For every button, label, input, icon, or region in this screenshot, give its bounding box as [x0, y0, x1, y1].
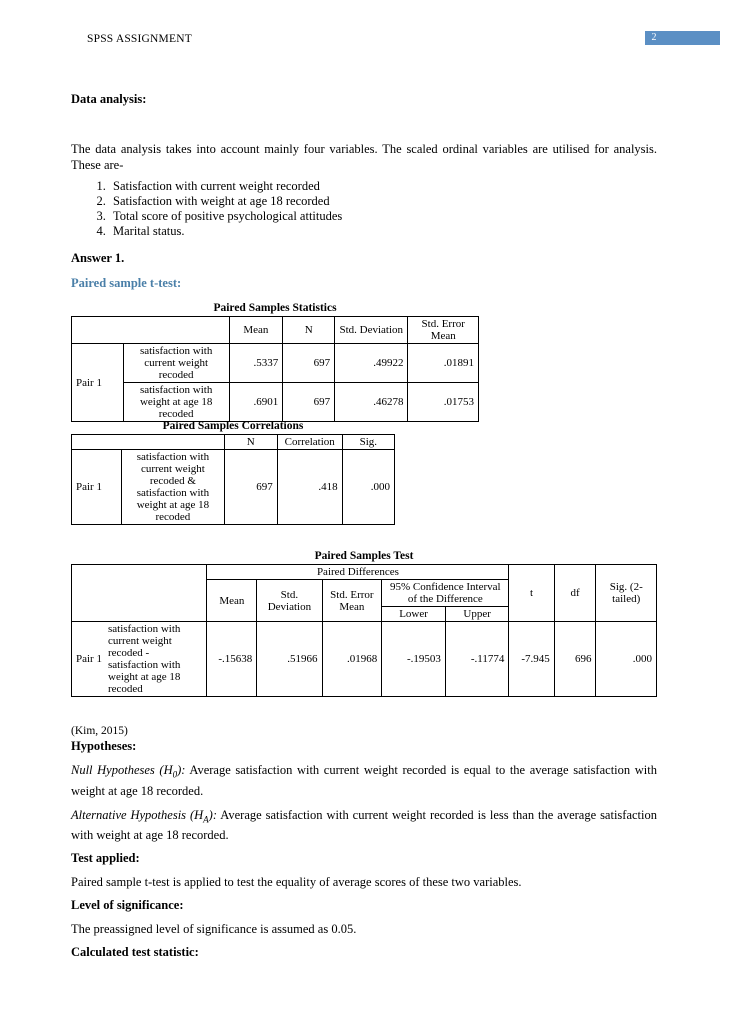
- mean-value: .5337: [229, 344, 283, 383]
- header-mean: Mean: [229, 317, 283, 344]
- hypotheses-heading: Hypotheses:: [71, 739, 137, 753]
- answer-heading: Answer 1.: [71, 250, 125, 265]
- test-applied-paragraph: Paired sample t-test is applied to test the equality of average scores of these two variables.: [71, 875, 522, 889]
- t-value: -7.945: [509, 622, 554, 697]
- alt-hypothesis-label: [71, 808, 217, 822]
- mean-value: .6901: [229, 383, 283, 422]
- n-value: 697: [283, 383, 335, 422]
- alt-label-text: Alternative Hypothesis (H: [71, 807, 204, 822]
- variable-name: satisfaction with weight at age 18 recoded: [123, 383, 229, 422]
- header-std-error-mean: Std. Error Mean: [322, 580, 382, 622]
- null-hypothesis-label: [71, 763, 186, 780]
- sig-value: .000: [596, 622, 657, 697]
- sd-value: .51966: [257, 622, 322, 697]
- paired-samples-test-block: [71, 550, 657, 697]
- header-blank-2: [122, 435, 225, 450]
- table-header-row: [72, 317, 479, 344]
- pair-label: Pair 1: [76, 653, 102, 665]
- significance-paragraph: The preassigned level of significance is assumed as 0.05.: [71, 922, 357, 936]
- table-row: [72, 344, 479, 383]
- se-value: .01968: [322, 622, 382, 697]
- header-blank-1: [72, 317, 124, 344]
- intro-paragraph: The data analysis takes into account mainly four variables. The scaled ordinal variables are utilised for analysis. These are-: [71, 142, 657, 172]
- header-blank-1: [72, 435, 122, 450]
- n-value: 697: [224, 450, 277, 525]
- header-sig: Sig.: [342, 435, 394, 450]
- table-header-row: [72, 435, 395, 450]
- paired-samples-correlations-table: [71, 434, 395, 525]
- document-body-top: [71, 92, 657, 291]
- header-title: SPSS ASSIGNMENT: [87, 33, 192, 45]
- header-df: df: [554, 565, 596, 622]
- paired-samples-test-table: [71, 564, 657, 697]
- table-header-row-1: [72, 565, 657, 580]
- ci-upper-value: -.11774: [445, 622, 509, 697]
- header-blank-2: [123, 317, 229, 344]
- pair-label: Pair 1: [72, 450, 122, 525]
- table-caption-correlations: Paired Samples Correlations: [162, 420, 304, 432]
- n-value: 697: [283, 344, 335, 383]
- null-label-text: Null Hypotheses (H: [71, 763, 173, 777]
- table-caption-test: Paired Samples Test: [314, 550, 414, 562]
- test-applied-heading: Test applied:: [71, 851, 140, 865]
- header-std-deviation: Std. Deviation: [335, 317, 408, 344]
- header-blank-corner: [72, 565, 207, 622]
- variable-name: satisfaction with current weight recoded & satisfaction with weight at age 18 recoded: [122, 450, 225, 525]
- calculated-statistic-heading: Calculated test statistic:: [71, 945, 199, 959]
- ci-lower-value: -.19503: [382, 622, 446, 697]
- se-value: .01753: [408, 383, 479, 422]
- document-body-bottom: [71, 739, 657, 968]
- header-n: N: [224, 435, 277, 450]
- header-correlation: Correlation: [277, 435, 342, 450]
- table-row: [72, 622, 657, 697]
- table-row: [72, 383, 479, 422]
- alt-label-end: ):: [208, 807, 217, 822]
- page-number: 2: [651, 32, 657, 43]
- paired-samples-statistics-block: [71, 302, 657, 422]
- null-hypothesis-text: Average satisfaction with current weight recorded is equal to the average satisfaction with weight at age 18 recorded.: [71, 763, 657, 798]
- data-analysis-heading: Data analysis:: [71, 92, 147, 106]
- paired-sample-ttest-subheading: Paired sample t-test:: [71, 275, 182, 290]
- header-std-error-mean: Std. Error Mean: [408, 317, 479, 344]
- list-item: 2. Satisfaction with weight at age 18 recorded: [109, 194, 657, 209]
- list-item: 3. Total score of positive psychological attitudes: [109, 209, 657, 224]
- source-citation: (Kim, 2015): [71, 725, 128, 737]
- sd-value: .46278: [335, 383, 408, 422]
- sd-value: .49922: [335, 344, 408, 383]
- header-sig-2tailed: Sig. (2-tailed): [596, 565, 657, 622]
- list-item: 1. Satisfaction with current weight recorded: [109, 179, 657, 194]
- null-subscript: 0: [172, 769, 178, 780]
- header-confidence-interval: 95% Confidence Interval of the Difference: [382, 580, 509, 607]
- pair-variable-cell: [72, 622, 207, 697]
- header-std-deviation: Std. Deviation: [257, 580, 322, 622]
- null-hypothesis-paragraph: [71, 762, 657, 799]
- table-caption-statistics: Paired Samples Statistics: [213, 302, 337, 314]
- header-upper: Upper: [445, 607, 509, 622]
- se-value: .01891: [408, 344, 479, 383]
- variable-list: [71, 179, 657, 239]
- paired-samples-statistics-table: [71, 316, 479, 422]
- alt-hypothesis-paragraph: [71, 807, 657, 844]
- list-item: 4. Marital status.: [109, 224, 657, 239]
- header-paired-differences: Paired Differences: [207, 565, 509, 580]
- header-n: N: [283, 317, 335, 344]
- pair-label: Pair 1: [72, 344, 124, 422]
- paired-samples-correlations-block: [71, 420, 657, 525]
- header-lower: Lower: [382, 607, 446, 622]
- mean-value: -.15638: [207, 622, 257, 697]
- header-mean: Mean: [207, 580, 257, 622]
- null-label-end: ):: [177, 763, 186, 777]
- correlation-value: .418: [277, 450, 342, 525]
- alt-hypothesis-text: Average satisfaction with current weight recorded is less than the average satisfaction with weight at age 18 recorded.: [71, 807, 657, 842]
- variable-name: satisfaction with current weight recoded - satisfaction with weight at age 18 recoded: [108, 623, 181, 695]
- variable-name: satisfaction with current weight recoded: [123, 344, 229, 383]
- significance-heading: Level of significance:: [71, 898, 184, 912]
- header-t: t: [509, 565, 554, 622]
- page-header: [0, 33, 729, 57]
- table-row: [72, 450, 395, 525]
- alt-subscript: A: [203, 814, 209, 824]
- df-value: 696: [554, 622, 596, 697]
- sig-value: .000: [342, 450, 394, 525]
